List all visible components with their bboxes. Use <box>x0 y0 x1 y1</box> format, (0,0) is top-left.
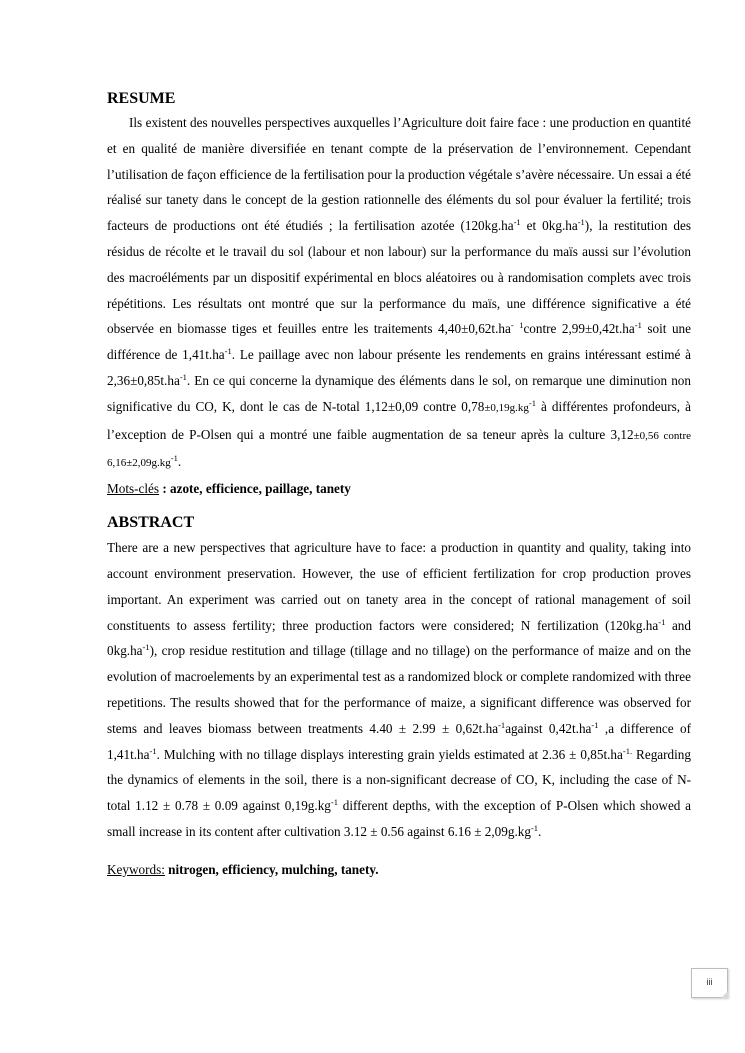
resume-keywords <box>107 477 691 501</box>
abstract-paragraph: There are a new perspectives that agriculture have to face: a production in quantity and quality, taking into account environment preservation. However, the use of efficient fertilization for crop production proves important. An experiment was carried out on tanety area in the concept of rational management of soil constituents to assess fertility; three production factors were considered; N fertilization ($120kg.ha^{-1}$ and $0kg.ha^{-1}$), crop residue restitution and tillage (tillage and no tillage) on the performance of maize and on the evolution of macroelements by an experimental test as a randomized block or complete randomized with three repetitions. The results showed that for the performance of maize, a significant difference was observed for stems and leaves biomass between treatments $4.40 \pm 2.99 \pm 0,62t.ha^{-1}against$ $0,42t.ha^{-1}$ ,a difference of $1,41t.ha^{-1}$. Mulching with no tillage displays interesting grain yields estimated at $2.36 \pm 0,85t.ha^{-1.}$ Regarding the dynamics of elements in the soil, there is a non-significant decrease of CO, K, including the case of N-total 1.12 ± 0.78 ± 0.09 against $0,19g.kg^{-1}$ different depths, with the exception of P-Olsen which showed a small increase in its content after cultivation 3.12 ± 0.56 against $6.16 \pm 2,09g.kg^{-1}$. <box>107 540 692 839</box>
resume-keywords-value: : azote, efficience, paillage, tanety <box>159 481 351 497</box>
resume-heading: RESUME <box>107 90 176 107</box>
resume-paragraph: Ils existent des nouvelles perspectives auxquelles l’Agriculture doit faire face : une production en quantité et en qualité de manière diversifiée en tenant compte de la préservation de l’environnement. Cependant l’utilisation de façon efficience de la fertilisation pour la production végétale s’avère nécessaire. Un essai a été réalisé sur tanety dans le concept de la gestion rationnelle des éléments du sol pour évaluer la fertilité; trois facteurs de productions ont été étudiés ; la fertilisation azotée ($120kg.ha^{-1}$ et $0kg.ha^{-1}$), la restitution des résidus de récolte et le travail du sol (labour et non labour) sur la performance du maïs aussi sur l’évolution des macroéléments par un dispositif expérimental en blocs aléatoires ou à randomisation complets avec trois répétitions. Les résultats ont montré que sur la performance du maïs, une différence significative a été observée en biomasse tiges et feuilles entre les traitements 4,40±0,62t.ha- $^1$contre $2,99\pm 0,42t.ha^{-1}$ soit une différence de $1,41t.ha^{-1}$. Le paillage avec non labour présente les rendements en grains intéressant estimé à $2,36\pm 0,85t.ha^{-1}$. En ce qui concerne la dynamique des éléments dans le sol, on remarque une diminution non significative du CO, K, dont le cas de N-total 1,12±0,09 contre $0,78\pm 0,19g.kg^{-1}$ à différentes profondeurs, à l’exception de P-Olsen qui a montré une faible augmentation de sa teneur après la culture 3,12±0,56 contre $6,16\pm 2,09g.kg^{-1}$. <box>107 115 692 470</box>
abstract-keywords-label: Keywords: <box>107 861 165 877</box>
document-page <box>107 88 691 882</box>
abstract-keywords-value: nitrogen, efficiency, mulching, tanety. <box>164 861 379 877</box>
page-number: iii <box>691 968 728 998</box>
abstract-heading: ABSTRACT <box>107 514 195 532</box>
resume-keywords-label: Mots-clés <box>107 481 160 497</box>
abstract-keywords <box>107 858 691 882</box>
